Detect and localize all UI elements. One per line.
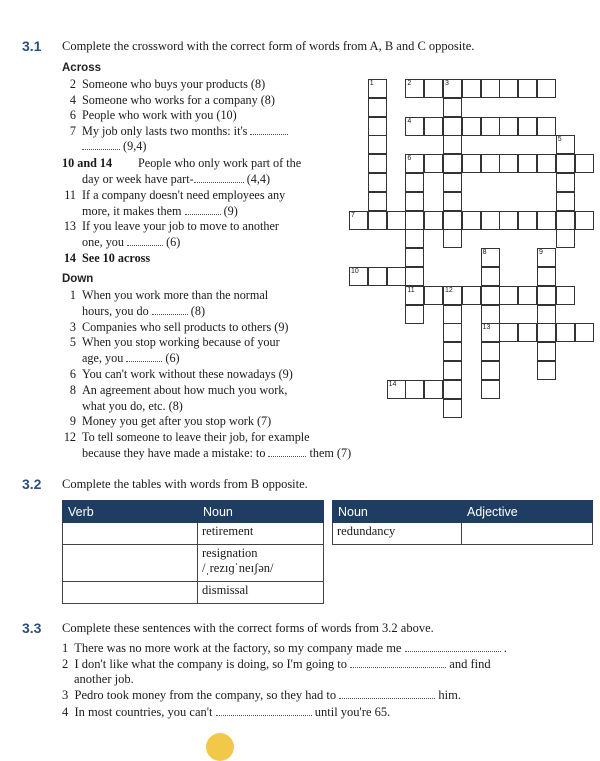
instruction-3-3: Complete these sentences with the correct forms of words from 3.2 above. (62, 621, 434, 635)
crossword-cell[interactable] (462, 286, 481, 305)
crossword-cell[interactable] (499, 211, 518, 230)
crossword-cell[interactable] (405, 305, 424, 324)
crossword-cell[interactable] (443, 229, 462, 248)
crossword-cell[interactable] (537, 342, 556, 361)
clue-across-6: 6 People who work with you (10) (69, 108, 237, 122)
crossword-cell[interactable] (537, 248, 556, 267)
clue-down-1: 1 When you work more than the normal hours, you do (8) (69, 288, 269, 318)
crossword-cell[interactable] (368, 117, 387, 136)
crossword-cell[interactable] (518, 323, 537, 342)
crossword-cell[interactable] (481, 211, 500, 230)
crossword-cell[interactable] (556, 135, 575, 154)
crossword-cell[interactable] (499, 117, 518, 136)
crossword-cell[interactable] (405, 173, 424, 192)
section-number-3-3: 3.3 (22, 620, 42, 636)
clue-down-6: 6 You can't work without these nowadays (9) (69, 367, 293, 381)
answer-cell[interactable] (63, 523, 198, 545)
noun-resignation: resignation /ˌrezɪɡˈneɪʃən/ (198, 545, 324, 582)
crossword-cell[interactable] (368, 211, 387, 230)
crossword-cell[interactable] (368, 173, 387, 192)
across-heading: Across (62, 62, 101, 74)
crossword-cell[interactable] (424, 117, 443, 136)
crossword-cell[interactable] (405, 154, 424, 173)
crossword-cell[interactable] (537, 267, 556, 286)
crossword-cell[interactable] (443, 361, 462, 380)
crossword-cell[interactable] (424, 286, 443, 305)
clue-across-11: 11 If a company doesn't need employees any more, it makes them (9) (64, 188, 286, 218)
crossword-cell[interactable] (537, 305, 556, 324)
crossword-cell[interactable] (405, 229, 424, 248)
crossword-cell[interactable] (443, 192, 462, 211)
crossword-cell[interactable] (481, 361, 500, 380)
crossword-clue-number: 12 (445, 286, 453, 294)
column-header-noun: Noun (333, 501, 462, 523)
crossword-cell[interactable] (518, 154, 537, 173)
crossword-cell[interactable] (462, 117, 481, 136)
crossword-cell[interactable] (499, 79, 518, 98)
crossword-cell[interactable] (443, 211, 462, 230)
clue-across-10-14: 10 and 14 People who only work part of the day or week have part- (4,4) (62, 156, 302, 186)
crossword-cell[interactable] (499, 286, 518, 305)
crossword-cell[interactable] (518, 79, 537, 98)
crossword-cell[interactable] (518, 211, 537, 230)
crossword-clue-number: 8 (482, 249, 487, 257)
crossword-cell[interactable] (349, 267, 368, 286)
crossword-cell[interactable] (405, 248, 424, 267)
clue-down-12: 12 To tell someone to leave their job, for example because they have made a mistake: to them (7) (63, 430, 352, 460)
down-heading: Down (62, 273, 94, 285)
crossword-clue-number: 9 (539, 249, 543, 257)
crossword-cell[interactable] (556, 323, 575, 342)
crossword-cell[interactable] (424, 380, 443, 399)
crossword-cell[interactable] (556, 173, 575, 192)
crossword-cell[interactable] (481, 79, 500, 98)
crossword-cell[interactable] (481, 248, 500, 267)
clue-across-7: 7 My job only lasts two months: it's (9,4) (62, 124, 362, 156)
clue-down-5: 5 When you stop working because of your age, you (6) (69, 335, 280, 365)
crossword-clue-number: 11 (407, 286, 415, 294)
crossword-cell[interactable] (368, 135, 387, 154)
crossword-cell[interactable] (405, 267, 424, 286)
answer-blank[interactable] (350, 658, 446, 668)
crossword-clue-number: 13 (482, 324, 491, 332)
answer-blank[interactable] (339, 689, 435, 699)
clue-across-4: 4 Someone who works for a company (8) (69, 93, 275, 107)
crossword-cell[interactable] (424, 79, 443, 98)
crossword-cell[interactable] (462, 79, 481, 98)
clue-across-2: 2 Someone who buys your products (8) (69, 77, 266, 91)
answer-cell[interactable] (462, 523, 593, 545)
crossword-cell[interactable] (481, 380, 500, 399)
sentence-1: 1 There was no more work at the factory, so my company made me . (62, 641, 507, 655)
crossword-cell[interactable] (481, 154, 500, 173)
crossword-cell[interactable] (556, 211, 575, 230)
crossword-cell[interactable] (575, 154, 594, 173)
instruction-3-2: Complete the tables with words from B opposite. (62, 477, 308, 491)
crossword-cell[interactable] (368, 154, 387, 173)
crossword-cell[interactable] (575, 323, 594, 342)
crossword-cell[interactable] (537, 79, 556, 98)
crossword-cell[interactable] (443, 98, 462, 117)
crossword-clue-number: 1 (369, 80, 374, 87)
crossword-cell[interactable] (481, 286, 500, 305)
crossword-clue-number: 2 (407, 80, 412, 87)
crossword-cell[interactable] (462, 211, 481, 230)
crossword-cell[interactable] (387, 211, 406, 230)
noun-retirement: retirement (198, 523, 324, 545)
noun-redundancy: redundancy (333, 523, 462, 545)
crossword-cell[interactable] (537, 286, 556, 305)
crossword-cell[interactable] (424, 154, 443, 173)
crossword-cell[interactable] (405, 380, 424, 399)
crossword-cell[interactable] (537, 154, 556, 173)
crossword-cell[interactable] (556, 286, 575, 305)
crossword-cell[interactable] (443, 323, 462, 342)
crossword-clue-number: 6 (407, 155, 412, 163)
crossword-cell[interactable] (481, 342, 500, 361)
section-number-3-2: 3.2 (22, 476, 42, 492)
crossword-clue-number: 4 (407, 117, 412, 125)
noun-adjective-table (332, 500, 593, 545)
sentence-4: 4 In most countries, you can't until you're 65. (62, 705, 391, 719)
crossword-cell[interactable] (481, 323, 500, 342)
crossword-cell[interactable] (405, 211, 424, 230)
crossword-cell[interactable] (368, 267, 387, 286)
clue-down-8: 8 An agreement about how much you work, what you do, etc. (8) (69, 383, 288, 413)
crossword-cell[interactable] (481, 267, 500, 286)
answer-cell[interactable] (63, 545, 198, 582)
crossword-cell[interactable] (481, 305, 500, 324)
crossword-cell[interactable] (443, 286, 462, 305)
crossword-cell[interactable] (443, 135, 462, 154)
answer-blank[interactable] (216, 706, 312, 716)
crossword-cell[interactable] (387, 267, 406, 286)
crossword-cell[interactable] (556, 192, 575, 211)
instruction-3-1: Complete the crossword with the correct form of words from A, B and C opposite. (62, 39, 475, 53)
column-header-adjective: Adjective (462, 501, 593, 523)
answer-cell[interactable] (63, 582, 198, 604)
verb-noun-table (62, 500, 324, 604)
crossword-cell[interactable] (443, 79, 462, 98)
column-header-noun: Noun (198, 501, 324, 523)
answer-blank[interactable] (405, 642, 501, 652)
crossword-cell[interactable] (575, 211, 594, 230)
sentence-2: 2 I don't like what the company is doing, so I'm going to and find another job. (62, 657, 491, 686)
crossword-cell[interactable] (556, 154, 575, 173)
crossword-cell[interactable] (537, 361, 556, 380)
clue-across-14: 14 See 10 across (63, 251, 151, 265)
crossword-cell[interactable] (405, 117, 424, 136)
crossword-clue-number: 3 (445, 80, 449, 87)
crossword-clue-number: 14 (388, 380, 397, 388)
section-number-3-1: 3.1 (22, 38, 42, 54)
crossword-clue-number: 5 (557, 136, 562, 144)
crossword-cell[interactable] (424, 211, 443, 230)
crossword-cell[interactable] (443, 380, 462, 399)
crossword-cell[interactable] (499, 154, 518, 173)
crossword-cell[interactable] (499, 323, 518, 342)
crossword-cell[interactable] (443, 305, 462, 324)
crossword-cell[interactable] (368, 98, 387, 117)
crossword-cell[interactable] (462, 154, 481, 173)
crossword-cell[interactable] (537, 323, 556, 342)
sentence-3: 3 Pedro took money from the company, so they had to him. (62, 688, 461, 702)
crossword-cell[interactable] (537, 211, 556, 230)
crossword-cell[interactable] (405, 286, 424, 305)
crossword-cell[interactable] (537, 117, 556, 136)
crossword-cell[interactable] (518, 117, 537, 136)
noun-dismissal: dismissal (198, 582, 324, 604)
crossword-cell[interactable] (405, 192, 424, 211)
crossword-cell[interactable] (481, 117, 500, 136)
crossword-cell[interactable] (443, 154, 462, 173)
crossword-cell[interactable] (443, 399, 462, 418)
crossword-cell[interactable] (387, 380, 406, 399)
crossword-cell[interactable] (368, 192, 387, 211)
decorative-circle (206, 733, 234, 761)
crossword-cell[interactable] (443, 117, 462, 136)
crossword-cell[interactable] (443, 173, 462, 192)
clue-down-9: 9 Money you get after you stop work (7) (69, 414, 272, 428)
crossword-cell[interactable] (368, 79, 387, 98)
clue-down-3: 3 Companies who sell products to others (9) (69, 320, 289, 334)
column-header-verb: Verb (63, 501, 198, 523)
crossword-cell[interactable] (405, 79, 424, 98)
clue-across-13: 13 If you leave your job to move to another one, you (6) (63, 219, 279, 249)
crossword-cell[interactable] (349, 211, 368, 230)
crossword-cell[interactable] (556, 229, 575, 248)
crossword-clue-number: 10 (351, 268, 359, 275)
crossword-cell[interactable] (443, 342, 462, 361)
crossword-clue-number: 7 (351, 211, 355, 219)
crossword-cell[interactable] (518, 286, 537, 305)
